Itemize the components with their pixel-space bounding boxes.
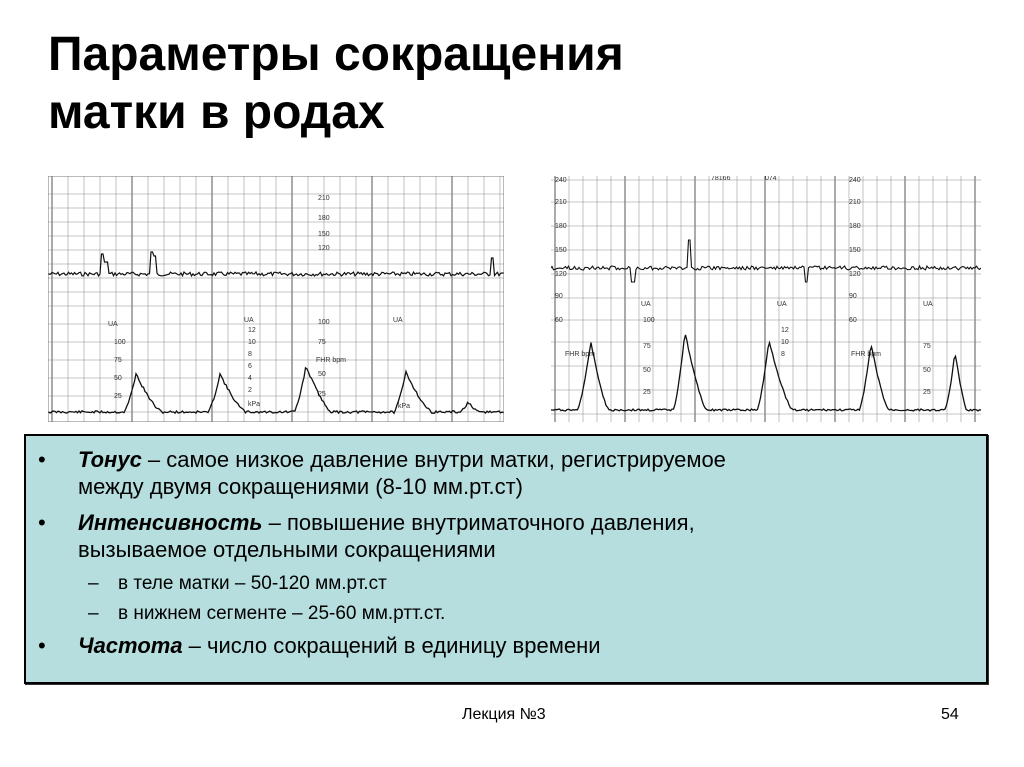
ctg-scale-label: 120 <box>555 271 567 278</box>
footer-page-number: 54 <box>941 706 959 723</box>
ctg-image-left <box>48 176 504 422</box>
ctg-scale-label: 12 <box>248 327 256 334</box>
bullet-tonus-line2: между двумя сокращениями (8-10 мм.рт.ст) <box>78 474 524 499</box>
ctg-fhr-trace <box>551 240 981 282</box>
ctg-scale-label: 100 <box>643 317 655 324</box>
ctg-scale-label: 60 <box>555 317 563 324</box>
ctg-scale-label: 180 <box>318 215 330 222</box>
subbullet-symbol: – <box>88 573 99 594</box>
ctg-scale-label: 25 <box>643 389 651 396</box>
ctg-scale-label: 240 <box>555 177 567 184</box>
ctg-scale-label: 50 <box>923 367 931 374</box>
ctg-scale-label: 25 <box>114 393 122 400</box>
ctg-scale-label: 50 <box>114 375 122 382</box>
parameters-box <box>24 434 988 684</box>
ctg-scale-label: 074 <box>765 176 777 182</box>
ctg-scale-label: 150 <box>555 247 567 254</box>
subbullet-lower-text: в нижнем сегменте – 25-60 мм.ртт.ст. <box>118 603 446 624</box>
ctg-scale-label: 180 <box>849 223 861 230</box>
ctg-scale-label: kPa <box>248 401 261 408</box>
ctg-scale-label: UA <box>923 301 933 308</box>
ctg-scale-label: FHR bpm <box>851 351 881 358</box>
bullet-intensity-line1 <box>78 509 695 536</box>
text: повышение внутриматочного давления, <box>286 510 695 535</box>
ctg-scale-label: 75 <box>318 339 326 346</box>
ctg-scale-label: UA <box>393 317 403 324</box>
ctg-scale-label: 90 <box>849 293 857 300</box>
bullet-tonus-line1 <box>78 446 726 473</box>
ctg-scale-label: 8 <box>248 351 252 358</box>
ctg-scale-label: 75 <box>643 343 651 350</box>
bullet-symbol: • <box>38 633 46 658</box>
ctg-scale-label: FHR bpm <box>316 357 346 364</box>
ctg-scale-label: UA <box>244 317 254 324</box>
ctg-scale-label: 60 <box>849 317 857 324</box>
term-tonus: Тонус <box>78 447 142 472</box>
ctg-scale-label: 12 <box>781 327 789 334</box>
ctg-scale-label: 150 <box>849 247 861 254</box>
ctg-scale-label: 100 <box>318 319 330 326</box>
bullet-symbol: • <box>38 447 46 472</box>
bullet-intensity-line2: вызываемое отдельными сокращениями <box>78 537 496 562</box>
ctg-scale-label: 8 <box>781 351 785 358</box>
term-frequency: Частота <box>78 633 183 658</box>
ctg-scale-label: 120 <box>849 271 861 278</box>
ctg-ua-trace <box>551 335 981 411</box>
ctg-scale-label: 10 <box>781 339 789 346</box>
ctg-scale-label: UA <box>641 301 651 308</box>
ctg-scale-label: 150 <box>318 231 330 238</box>
ctg-scale-label: 100 <box>114 339 126 346</box>
ctg-scale-label: 10 <box>248 339 256 346</box>
ctg-scale-label: 120 <box>318 245 330 252</box>
ctg-scale-label: 25 <box>923 389 931 396</box>
ctg-scale-label: UA <box>777 301 787 308</box>
ctg-scale-label: 210 <box>318 195 330 202</box>
ctg-scale-label: FHR bpm <box>565 351 595 358</box>
ctg-scale-label: 75 <box>923 343 931 350</box>
ctg-scale-label: 210 <box>849 199 861 206</box>
dash: – <box>182 633 208 658</box>
subbullet-body-text: в теле матки – 50-120 мм.рт.ст <box>118 573 387 594</box>
ctg-scale-label: 78166 <box>711 176 731 182</box>
footer-lecture: Лекция №3 <box>462 706 546 723</box>
ctg-image-right <box>551 176 981 422</box>
ctg-scale-label: 210 <box>555 199 567 206</box>
subbullet-symbol: – <box>88 603 99 624</box>
bullet-frequency-line1 <box>78 632 601 659</box>
ctg-scale-label: 50 <box>318 371 326 378</box>
ctg-scale-label: 180 <box>555 223 567 230</box>
ctg-scale-label: 50 <box>643 367 651 374</box>
ctg-scale-label: 6 <box>248 363 252 370</box>
slide-title <box>48 26 948 142</box>
text: самое низкое давление внутри матки, регистрируемое <box>166 447 726 472</box>
ctg-scale-label: 90 <box>555 293 563 300</box>
title-line-2: матки в родах <box>48 86 385 139</box>
bullet-symbol: • <box>38 510 46 535</box>
title-line-1: Параметры сокращения <box>48 28 624 81</box>
ctg-scale-label: 25 <box>318 391 326 398</box>
ctg-left-svg <box>48 176 504 422</box>
ctg-scale-label: 75 <box>114 357 122 364</box>
ctg-scale-label: 4 <box>248 375 252 382</box>
term-intensity: Интенсивность <box>78 510 263 535</box>
dash: – <box>141 447 167 472</box>
ctg-scale-label: 2 <box>248 387 252 394</box>
ctg-scale-label: kPa <box>398 403 411 410</box>
ctg-right-svg <box>551 176 981 422</box>
ctg-scale-label: UA <box>108 321 118 328</box>
text: число сокращений в единицу времени <box>207 633 601 658</box>
dash: – <box>262 510 287 535</box>
ctg-scale-label: 240 <box>849 177 861 184</box>
